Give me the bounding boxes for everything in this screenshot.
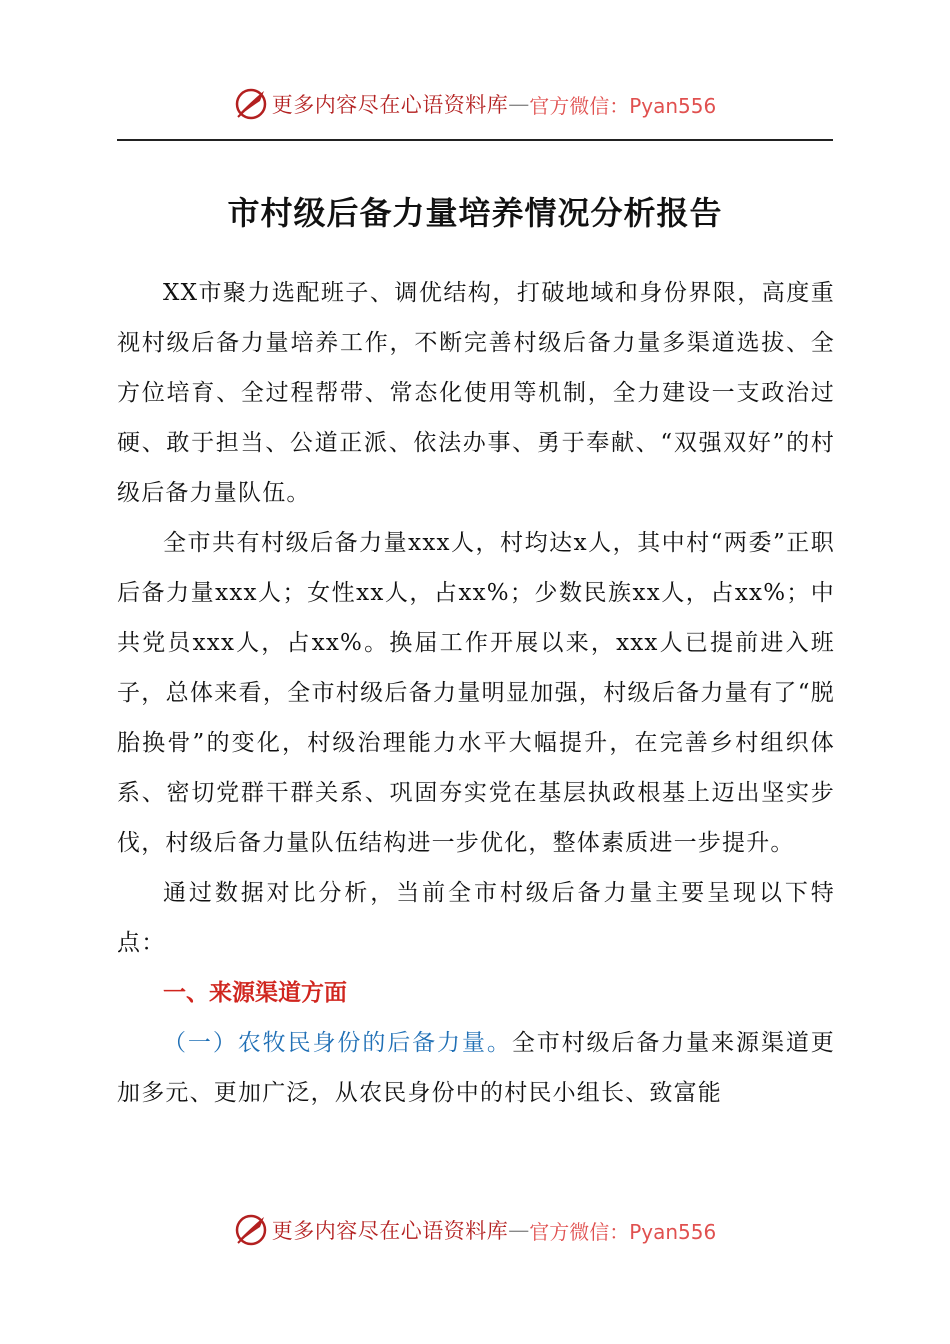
banner-text: 更多内容尽在心语资料库 [271,1219,509,1243]
banner-wechat: 官方微信：Pyan556 [529,1219,717,1244]
header-banner [0,84,950,124]
paragraph-intro: XX市聚力选配班子、调优结构，打破地域和身份界限，高度重视村级后备力量培养工作，不断完善村级后备力量多渠道选拔、全方位培育、全过程帮带、常态化使用等机制，全力建设一支政治过硬、敢于担当、公道正派、依法办事、勇于奉献、“双强双好”的村级后备力量队伍。 [117,280,835,506]
subsection-text: 全市村级后备力量来源渠道更加多元、更加广泛，从农民身份中的村民小组长、致富能 [117,1030,835,1106]
document-body [117,268,835,1118]
paragraph-features: 通过数据对比分析，当前全市村级后备力量主要呈现以下特点： [117,880,835,956]
quill-pen-logo-icon [234,1213,268,1247]
quill-pen-logo-icon [234,87,268,121]
header-divider [117,139,833,141]
footer-banner [0,1210,950,1250]
subsection-heading: （一）农牧民身份的后备力量。 [163,1030,512,1056]
section-heading: 一、来源渠道方面 [163,980,347,1006]
paragraph-statistics: 全市共有村级后备力量xxx人，村均达x人，其中村“两委”正职后备力量xxx人；女性xx人，占xx%；少数民族xx人，占xx%；中共党员xxx人，占xx%。换届工作开展以来，xxx人已提前进入班子，总体来看，全市村级后备力量明显加强，村级后备力量有了“脱胎换骨”的变化，村级治理能力水平大幅提升，在完善乡村组织体系、密切党群干群关系、巩固夯实党在基层执政根基上迈出坚实步伐，村级后备力量队伍结构进一步优化，整体素质进一步提升。 [117,530,835,856]
banner-separator: — [508,1218,530,1242]
subsection-paragraph [117,1018,835,1118]
banner-separator: — [508,92,530,116]
banner-wechat: 官方微信：Pyan556 [529,93,717,118]
document-title: 市村级后备力量培养情况分析报告 [227,194,723,232]
banner-text: 更多内容尽在心语资料库 [271,93,509,117]
